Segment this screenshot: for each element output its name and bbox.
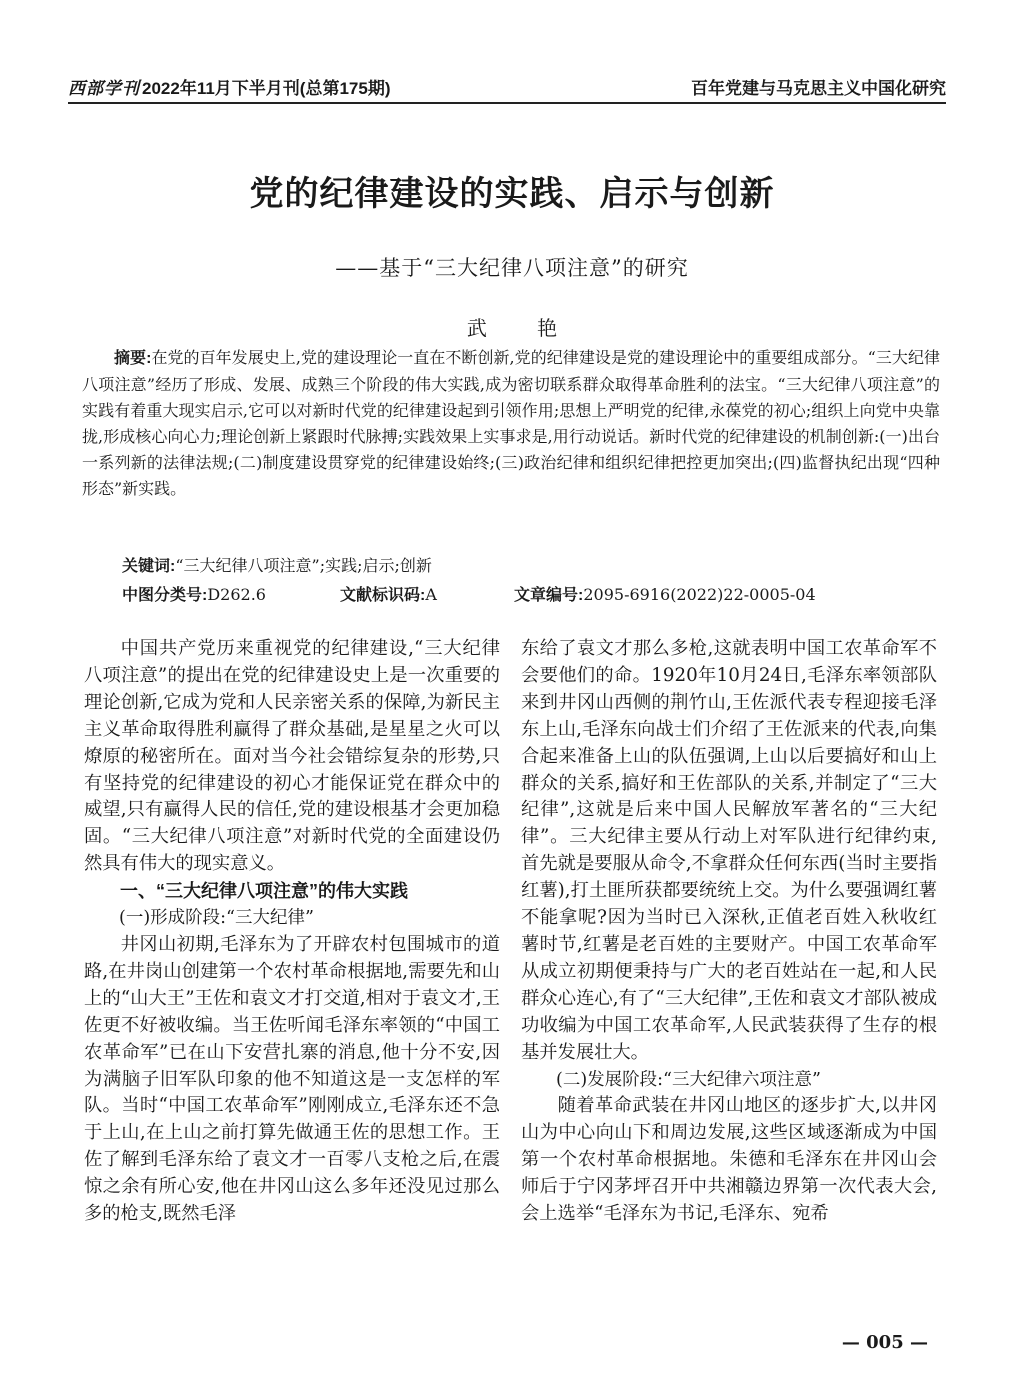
subsection-heading: (一)形成阶段:“三大纪律”: [119, 908, 314, 929]
article-no-label: 文章编号:: [514, 587, 584, 604]
running-header: [68, 70, 946, 102]
header-issue: [68, 74, 390, 99]
body-column-left: [84, 636, 500, 1228]
body-paragraph: 随着革命武装在井冈山地区的逐步扩大,以井冈山为中心向山下和周边发展,这些区域逐渐成为中国第一个农村革命根据地。朱德和毛泽东在井冈山会师后于宁冈茅坪召开中共湘赣边界第一次代表大会,会上选举“毛泽东为书记,毛泽东、宛希: [521, 1095, 937, 1225]
article-no-value: 2095-6916(2022)22-0005-04: [583, 585, 816, 604]
abstract-text: 在党的百年发展史上,党的建设理论一直在不断创新,党的纪律建设是党的建设理论中的重要组成部分。“三大纪律八项注意”经历了形成、发展、成熟三个阶段的伟大实践,成为密切联系群众取得革命胜利的法宝。“三大纪律八项注意”的实践有着重大现实启示,它可以对新时代党的纪律建设起到引领作用;思想上严明党的纪律,永葆党的初心;组织上向党中央靠拢,形成核心向心力;理论创新上紧跟时代脉搏;实践效果上实事求是,用行动说话。新时代党的纪律建设的机制创新:(一)出台一系列新的法律法规;(二)制度建设贯穿党的纪律建设始终;(三)政治纪律和组织纪律把控更加突出;(四)监督执纪出现“四种形态”新实践。: [82, 348, 940, 498]
header-divider: [68, 102, 946, 104]
clc-value: D262.6: [207, 585, 266, 604]
issue-label: 2022年11月下半月刊(总第175期): [142, 79, 391, 98]
header-column-title: 百年党建与马克思主义中国化研究: [691, 79, 946, 98]
subsection-heading: (二)发展阶段:“三大纪律六项注意”: [556, 1069, 821, 1090]
keywords: [122, 553, 942, 580]
page-number: — 005 —: [841, 1332, 928, 1353]
document-code: [340, 582, 437, 609]
article-title: 党的纪律建设的实践、启示与创新: [249, 174, 775, 214]
article-number: [514, 582, 816, 609]
journal-logo: 西部学刊: [68, 79, 140, 99]
clc-number: [122, 582, 266, 609]
keywords-label: 关键词:: [122, 558, 176, 575]
keywords-text: “三大纪律八项注意”;实践;启示;创新: [175, 556, 432, 575]
article-subtitle: ——基于“三大纪律八项注意”的研究: [335, 256, 689, 280]
doc-code-label: 文献标识码:: [340, 587, 426, 604]
abstract: [82, 345, 940, 502]
clc-label: 中图分类号:: [122, 587, 208, 604]
section-heading: 一、“三大纪律八项注意”的伟大实践: [120, 881, 408, 902]
body-paragraph: 井冈山初期,毛泽东为了开辟农村包围城市的道路,在井岗山创建第一个农村革命根据地,需要先和山上的“山大王”王佐和袁文才打交道,相对于袁文才,王佐更不好被收编。当王佐听闻毛泽东率领的“中国工农革命军”已在山下安营扎寨的消息,他十分不安,因为满脑子旧军队印象的他不知道这是一支怎样的军队。当时“中国工农革命军”刚刚成立,毛泽东还不急于上山,在上山之前打算先做通王佐的思想工作。王佐了解到毛泽东给了袁文才一百零八支枪之后,在震惊之余有所心安,他在井冈山这么多年还没见过那么多的枪支,既然毛泽: [84, 933, 500, 1225]
body-paragraph: 东给了袁文才那么多枪,这就表明中国工农革命军不会要他们的命。1920年10月24日,毛泽东率领部队来到井冈山西侧的荆竹山,王佐派代表专程迎接毛泽东上山,毛泽东向战士们介绍了王佐派来的代表,向集合起来准备上山的队伍强调,上山以后要搞好和山上群众的关系,搞好和王佐部队的关系,并制定了“三大纪律”,这就是后来中国人民解放军著名的“三大纪律”。三大纪律主要从行动上对军队进行纪律约束,首先就是要服从命令,不拿群众任何东西(当时主要指红薯),打土匪所获都要统统上交。为什么要强调红薯不能拿呢?因为当时已入深秋,正值老百姓入秋收红薯时节,红薯是老百姓的主要财产。中国工农革命军从成立初期便秉持与广大的老百姓站在一起,和人民群众心连心,有了“三大纪律”,王佐和袁文才部队被成功收编为中国工农革命军,人民武装获得了生存的根基并发展壮大。: [521, 638, 937, 1063]
article-author: 武 艳: [466, 316, 580, 340]
doc-code-value: A: [425, 585, 437, 604]
body-column-right: [521, 636, 937, 1228]
abstract-label: 摘要:: [114, 350, 152, 367]
body-paragraph: 中国共产党历来重视党的纪律建设,“三大纪律八项注意”的提出在党的纪律建设史上是一次重要的理论创新,它成为党和人民亲密关系的保障,为新民主主义革命取得胜利赢得了群众基础,是星星之火可以燎原的秘密所在。面对当今社会错综复杂的形势,只有坚持党的纪律建设的初心才能保证党在群众中的威望,只有赢得人民的信任,党的建设根基才会更加稳固。“三大纪律八项注意”对新时代党的全面建设仍然具有伟大的现实意义。: [84, 638, 500, 875]
